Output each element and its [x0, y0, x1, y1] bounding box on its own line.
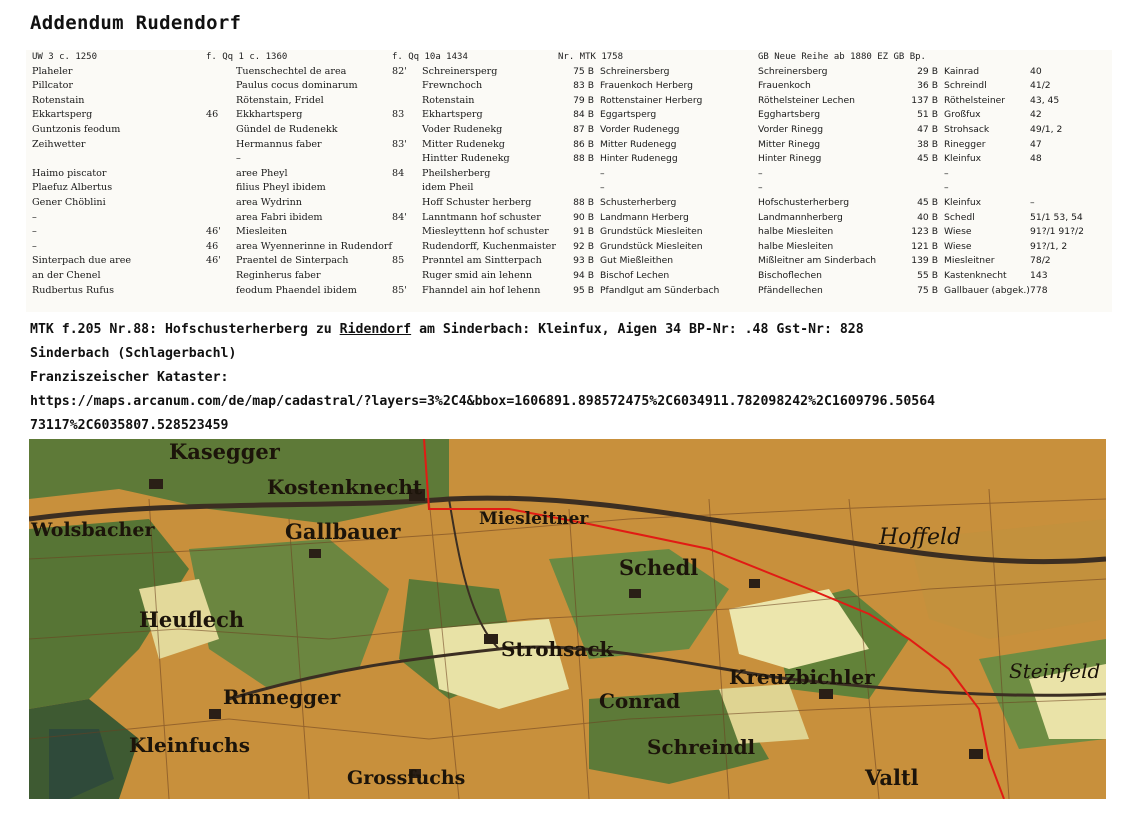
- register-row: [392, 79, 556, 94]
- register-entry: filius Pheyl ibidem: [236, 182, 326, 194]
- register-row: Plaefuz Albertus: [32, 182, 113, 194]
- scanned-register-table: [26, 50, 1112, 312]
- gb-name: Gallbauer (abgek.): [944, 284, 1030, 296]
- mtk-line-1-text: MTK f.205 Nr.88: Hofschusterherberg zu: [30, 322, 340, 337]
- folio-number: 84: [392, 167, 405, 179]
- register-entry: –: [600, 167, 605, 179]
- register-entry: Schreinersperg: [422, 65, 498, 77]
- register-row: [392, 284, 556, 299]
- register-row: Sinterpach due aree: [32, 255, 132, 267]
- register-row: [558, 196, 719, 211]
- ez-number: 29 B: [917, 65, 938, 77]
- folio-number: 83': [392, 138, 407, 150]
- page-title: Addendum Rudendorf: [30, 12, 242, 34]
- register-row: [558, 65, 719, 80]
- register-row: [206, 284, 392, 299]
- mtk-number: 91 B: [573, 226, 594, 238]
- register-row: [558, 211, 719, 226]
- ez-number: 38 B: [917, 138, 938, 150]
- map-label-rinnegger: Rinnegger: [223, 685, 341, 709]
- register-row: [758, 123, 1084, 138]
- bp-number: 143: [1030, 269, 1048, 281]
- map-label-schreindl: Schreindl: [647, 735, 756, 759]
- register-entry: Praentel de Sinterpach: [236, 255, 349, 267]
- register-row: [206, 108, 392, 123]
- gb-entry: Schreinersberg: [758, 65, 828, 77]
- register-row: [558, 138, 719, 153]
- mtk-line-1: [30, 318, 1110, 342]
- ez-number: 55 B: [917, 269, 938, 281]
- mtk-number: 92 B: [573, 240, 594, 252]
- ez-number: 75 B: [917, 284, 938, 296]
- col-qq10a-1434: [392, 50, 556, 298]
- mtk-number: 95 B: [573, 284, 594, 296]
- gb-name: Rinegger: [944, 138, 986, 150]
- ridendorf-underlined: Ridendorf: [339, 322, 412, 337]
- gb-entry: Mitter Rinegg: [758, 138, 821, 150]
- register-row: [392, 240, 556, 255]
- register-entry: Hoff Schuster herberg: [422, 196, 532, 208]
- register-entry: Grundstück Miesleiten: [600, 226, 703, 238]
- folio-number: 85: [392, 255, 405, 267]
- register-entry: aree Pheyl: [236, 167, 288, 179]
- register-row: [758, 152, 1084, 167]
- register-row: Plaheler: [32, 65, 73, 77]
- register-row: Rudbertus Rufus: [32, 284, 115, 296]
- register-row: [392, 225, 556, 240]
- gb-entry: Hinter Rinegg: [758, 153, 822, 165]
- gb-name: Wiese: [944, 240, 972, 252]
- register-row: –: [32, 211, 37, 223]
- register-entry: Gündel de Rudenekk: [236, 123, 338, 135]
- gb-name: Schedl: [944, 211, 975, 223]
- register-entry: Pheilsherberg: [422, 167, 491, 179]
- register-row: [206, 269, 392, 284]
- gb-entry: Vorder Rinegg: [758, 123, 824, 135]
- register-row: Pillcator: [32, 80, 73, 92]
- folio-number: 82': [392, 65, 407, 77]
- gb-entry: Egghartsberg: [758, 109, 821, 121]
- register-row: [558, 284, 719, 299]
- mtk-number: 94 B: [573, 269, 594, 281]
- gb-entry: –: [758, 182, 763, 194]
- bp-number: 91?/1 91?/2: [1030, 226, 1084, 238]
- register-entry: Gut Mießleithen: [600, 255, 674, 267]
- register-entry: Eggartsperg: [600, 109, 657, 121]
- register-row: [758, 240, 1084, 255]
- register-entry: Rudendorff, Kuchenmaister: [422, 240, 556, 252]
- register-row: [758, 269, 1084, 284]
- register-entry: idem Pheil: [422, 182, 474, 194]
- register-row: [206, 167, 392, 182]
- register-entry: Landmann Herberg: [600, 211, 689, 223]
- bp-number: 778: [1030, 284, 1048, 296]
- ez-number: 36 B: [917, 80, 938, 92]
- register-row: [392, 167, 556, 182]
- register-entry: Frauenkoch Herberg: [600, 80, 693, 92]
- cadastral-map: [29, 439, 1106, 799]
- bp-number: 40: [1030, 65, 1042, 77]
- register-entry: Frewnchoch: [422, 80, 483, 92]
- mtk-number: 79 B: [573, 94, 594, 106]
- col-header: GB Neue Reihe ab 1880 EZ GB Bp.: [758, 52, 926, 62]
- register-entry: Mitter Rudenegg: [600, 138, 677, 150]
- bp-number: 41/2: [1030, 80, 1051, 92]
- register-entry: Fhanndel ain hof lehenn: [422, 284, 541, 296]
- gb-name: –: [944, 167, 949, 179]
- register-row: Rotenstain: [32, 94, 85, 106]
- register-row: [392, 152, 556, 167]
- register-row: [758, 225, 1084, 240]
- register-entry: –: [236, 153, 241, 165]
- map-label-conrad: Conrad: [599, 689, 681, 713]
- cadastral-url[interactable]: https://maps.arcanum.com/de/map/cadastral/?layers=3%2C4&bbox=1606891.898572475%2C6034911.782098242%2C1609796.50564: [30, 394, 936, 409]
- register-entry: area Wyennerinne in Rudendorf: [236, 240, 393, 252]
- gb-entry: Bischoflechen: [758, 269, 822, 281]
- bp-number: 48: [1030, 153, 1042, 165]
- register-row: [558, 152, 719, 167]
- register-row: [558, 94, 719, 109]
- map-label-hoffeld: Hoffeld: [879, 525, 962, 550]
- register-row: [206, 254, 392, 269]
- col-header: Nr. MTK 1758: [558, 52, 624, 62]
- col-gb-1880: [758, 50, 1084, 298]
- ez-number: 137 B: [911, 94, 938, 106]
- register-row: [392, 94, 556, 109]
- register-entry: Schusterherberg: [600, 196, 677, 208]
- ez-number: 47 B: [917, 123, 938, 135]
- bp-number: 43, 45: [1030, 94, 1060, 106]
- map-label-wolsbacher: Wolsbacher: [31, 519, 155, 541]
- map-label-grossfuchs: Grossfuchs: [347, 767, 466, 789]
- gb-name: Strohsack: [944, 123, 990, 135]
- register-row: [392, 138, 556, 153]
- register-row: [758, 211, 1084, 226]
- gb-name: Miesleitner: [944, 255, 995, 267]
- register-entry: Reginherus faber: [236, 269, 321, 281]
- register-row: [558, 269, 719, 284]
- folio-number: 85': [392, 284, 407, 296]
- register-row: Ekkartsperg: [32, 109, 93, 121]
- register-entry: Rottenstainer Herberg: [600, 94, 703, 106]
- gb-name: Kastenknecht: [944, 269, 1007, 281]
- map-label-kostenknecht: Kostenknecht: [267, 475, 423, 499]
- ez-number: 40 B: [917, 211, 938, 223]
- bp-number: 47: [1030, 138, 1042, 150]
- bp-number: –: [1030, 196, 1035, 208]
- mtk-number: 87 B: [573, 123, 594, 135]
- register-row: [206, 181, 392, 196]
- register-entry: Bischof Lechen: [600, 269, 670, 281]
- col-header: f. Qq 10a 1434: [392, 52, 468, 62]
- bp-number: 91?/1, 2: [1030, 240, 1068, 252]
- register-row: [392, 269, 556, 284]
- register-row: [392, 108, 556, 123]
- map-label-kasegger: Kasegger: [169, 439, 280, 464]
- gb-name: Wiese: [944, 226, 972, 238]
- cadastral-url-cont[interactable]: 73117%2C6035807.528523459: [30, 418, 229, 433]
- register-entry: Schreinersberg: [600, 65, 670, 77]
- register-row: Guntzonis feodum: [32, 123, 121, 135]
- ez-number: 45 B: [917, 196, 938, 208]
- register-entry: Voder Rudenekg: [422, 123, 503, 135]
- register-row: [392, 254, 556, 269]
- mtk-number: 93 B: [573, 255, 594, 267]
- folio-number: 46: [206, 109, 219, 121]
- bp-number: 42: [1030, 109, 1042, 121]
- register-row: [392, 65, 556, 80]
- folio-number: 46': [206, 255, 221, 267]
- register-entry: Ruger smid ain lehenn: [422, 269, 533, 281]
- register-entry: Pfandlgut am Sünderbach: [600, 284, 720, 296]
- register-row: [558, 181, 719, 196]
- mtk-line-3: Franziszeischer Kataster:: [30, 370, 229, 385]
- mtk-number: 88 B: [573, 196, 594, 208]
- register-entry: Rötenstain, Fridel: [236, 94, 324, 106]
- gb-entry: Frauenkoch: [758, 80, 811, 92]
- register-entry: Grundstück Miesleiten: [600, 240, 703, 252]
- register-row: [392, 181, 556, 196]
- map-label-schedl: Schedl: [619, 555, 699, 580]
- register-row: [758, 196, 1084, 211]
- ez-number: 51 B: [917, 109, 938, 121]
- register-entry: Ekkhartsperg: [236, 109, 303, 121]
- register-entry: feodum Phaendel ibidem: [236, 284, 357, 296]
- register-entry: Miesleiten: [236, 226, 288, 238]
- gb-name: Großfux: [944, 109, 981, 121]
- bp-number: 78/2: [1030, 255, 1051, 267]
- folio-number: 46: [206, 240, 219, 252]
- map-label-strohsack: Strohsack: [501, 637, 614, 661]
- register-row: [206, 65, 392, 80]
- register-row: Zeihwetter: [32, 138, 86, 150]
- gb-entry: Hofschusterherberg: [758, 196, 850, 208]
- map-label-kleinfuchs: Kleinfuchs: [129, 733, 250, 757]
- gb-entry: –: [758, 167, 763, 179]
- register-row: [206, 240, 392, 255]
- register-row: [758, 94, 1084, 109]
- mtk-number: 86 B: [573, 138, 594, 150]
- register-row: [558, 123, 719, 138]
- register-row: [206, 123, 392, 138]
- register-row: Gener Chöblini: [32, 196, 106, 208]
- register-entry: Prənntel am Sintterpach: [422, 255, 542, 267]
- register-row: [558, 167, 719, 182]
- mtk-number: 88 B: [573, 153, 594, 165]
- register-row: [758, 79, 1084, 94]
- register-row: [758, 167, 1084, 182]
- register-row: [206, 225, 392, 240]
- register-row: –: [32, 240, 37, 252]
- gb-entry: Landmannherberg: [758, 211, 843, 223]
- gb-name: –: [944, 182, 949, 194]
- register-row: [206, 94, 392, 109]
- register-entry: Ekhartsperg: [422, 109, 483, 121]
- register-entry: Miesleyttenn hof schuster: [422, 226, 549, 238]
- ez-number: 45 B: [917, 153, 938, 165]
- mtk-number: 84 B: [573, 109, 594, 121]
- mtk-number: 75 B: [573, 65, 594, 77]
- map-label-heuflech: Heuflech: [139, 607, 245, 632]
- gb-name: Röthelsteiner: [944, 94, 1006, 106]
- register-entry: Hintter Rudenekg: [422, 153, 510, 165]
- gb-entry: halbe Miesleiten: [758, 226, 834, 238]
- register-row: [758, 65, 1084, 80]
- col-header: f. Qq 1 c. 1360: [206, 52, 288, 62]
- register-row: [32, 152, 131, 167]
- register-row: [392, 196, 556, 211]
- register-entry: Rotenstain: [422, 94, 475, 106]
- gb-name: Kleinfux: [944, 196, 982, 208]
- register-row: [206, 138, 392, 153]
- gb-name: Kainrad: [944, 65, 980, 77]
- register-row: [206, 196, 392, 211]
- register-row: [758, 138, 1084, 153]
- map-label-gallbauer: Gallbauer: [285, 519, 401, 544]
- register-entry: –: [600, 182, 605, 194]
- register-row: [758, 254, 1084, 269]
- register-entry: area Fabri ibidem: [236, 211, 323, 223]
- gb-entry: Röthelsteiner Lechen: [758, 94, 855, 106]
- register-row: [558, 254, 719, 269]
- register-row: [392, 211, 556, 226]
- col-qq1-1360: [206, 50, 392, 298]
- register-row: [758, 284, 1084, 299]
- col-header: UW 3 c. 1250: [32, 52, 98, 62]
- register-entry: Hermannus faber: [236, 138, 322, 150]
- gb-entry: Pfändellechen: [758, 284, 823, 296]
- mtk-line-2: Sinderbach (Schlagerbachl): [30, 346, 237, 361]
- ez-number: 121 B: [911, 240, 938, 252]
- register-row: [558, 108, 719, 123]
- register-row: [558, 240, 719, 255]
- gb-entry: Mißleitner am Sinderbach: [758, 255, 877, 267]
- folio-number: 83: [392, 109, 405, 121]
- map-label-steinfeld: Steinfeld: [1009, 659, 1101, 683]
- register-entry: Hinter Rudenegg: [600, 153, 678, 165]
- bp-number: 51/1 53, 54: [1030, 211, 1083, 223]
- col-mtk-1758: [558, 50, 719, 298]
- register-row: Haimo piscator: [32, 167, 107, 179]
- register-row: [558, 79, 719, 94]
- mtk-number: 83 B: [573, 80, 594, 92]
- folio-number: 84': [392, 211, 407, 223]
- register-entry: Lanntmann hof schuster: [422, 211, 541, 223]
- register-entry: Tuenschechtel de area: [236, 65, 347, 77]
- gb-name: Kleinfux: [944, 153, 982, 165]
- bp-number: 49/1, 2: [1030, 123, 1063, 135]
- folio-number: 46': [206, 226, 221, 238]
- register-entry: area Wydrinn: [236, 196, 302, 208]
- ez-number: 139 B: [911, 255, 938, 267]
- register-row: –: [32, 226, 37, 238]
- register-row: [392, 123, 556, 138]
- col-uw-1250: [32, 50, 131, 298]
- map-label-miesleitner: Miesleitner: [479, 509, 589, 529]
- register-row: [758, 108, 1084, 123]
- register-row: [558, 225, 719, 240]
- register-entry: Mitter Rudenekg: [422, 138, 505, 150]
- register-entry: Paulus cocus dominarum: [236, 80, 358, 92]
- gb-name: Schreindl: [944, 80, 987, 92]
- register-row: [758, 181, 1084, 196]
- mtk-note: [30, 318, 1110, 438]
- mtk-line-1-rest: am Sinderbach: Kleinfux, Aigen 34 BP-Nr: .48 Gst-Nr: 828: [411, 322, 864, 337]
- register-row: [206, 79, 392, 94]
- ez-number: 123 B: [911, 226, 938, 238]
- register-row: [206, 152, 392, 167]
- mtk-number: 90 B: [573, 211, 594, 223]
- map-label-kreuzbichler: Kreuzbichler: [729, 665, 875, 689]
- register-row: an der Chenel: [32, 269, 101, 281]
- map-label-valtl: Valtl: [865, 765, 919, 790]
- register-row: [206, 211, 392, 226]
- gb-entry: halbe Miesleiten: [758, 240, 834, 252]
- register-entry: Vorder Rudenegg: [600, 123, 680, 135]
